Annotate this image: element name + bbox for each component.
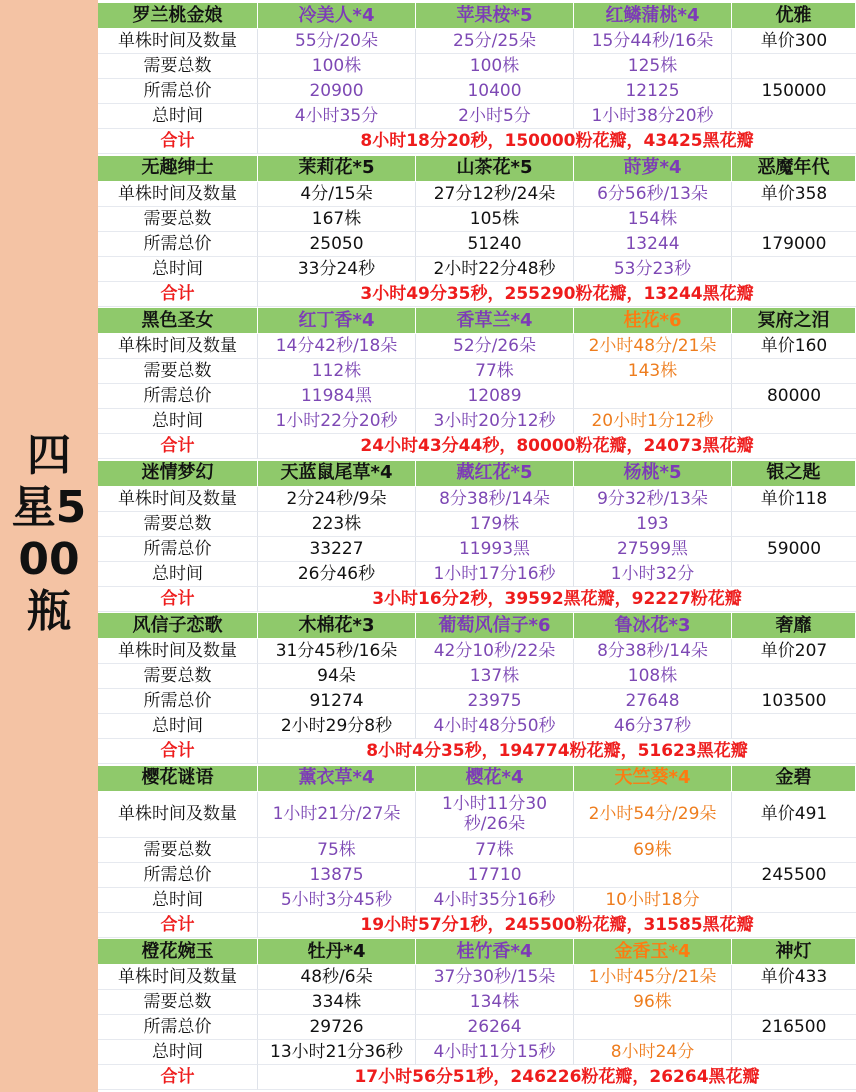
flower-price: 13875 <box>258 863 416 888</box>
reward-total_price: 150000 <box>732 79 856 104</box>
flower-price: 25050 <box>258 232 416 257</box>
flower-count: 193 <box>574 512 732 537</box>
data-row-price <box>98 232 856 257</box>
reward-empty <box>732 257 856 282</box>
row-label: 需要总数 <box>98 664 258 689</box>
row-label: 总时间 <box>98 562 258 587</box>
total-label: 合计 <box>98 739 258 764</box>
row-label: 总时间 <box>98 257 258 282</box>
flower-time_qty: 2分24秒/9朵 <box>258 487 416 512</box>
total-row <box>98 282 856 307</box>
flower-name: 苹果桉*5 <box>416 3 574 29</box>
data-row-time_qty <box>98 639 856 664</box>
reward-empty <box>732 664 856 689</box>
row-label: 需要总数 <box>98 512 258 537</box>
data-row-count <box>98 54 856 79</box>
row-label: 需要总数 <box>98 359 258 384</box>
flower-time_qty: 1小时21分/27朵 <box>258 792 416 838</box>
flower-count: 105株 <box>416 207 574 232</box>
flower-time: 4小时35分16秒 <box>416 888 574 913</box>
flower-count: 77株 <box>416 838 574 863</box>
data-row-price <box>98 384 856 409</box>
outfit-name: 罗兰桃金娘 <box>98 3 258 29</box>
row-label: 单株时间及数量 <box>98 639 258 664</box>
flower-price: 11984黑 <box>258 384 416 409</box>
flower-name: 红丁香*4 <box>258 308 416 334</box>
flower-name: 藏红花*5 <box>416 461 574 487</box>
total-value: 19小时57分1秒，245500粉花瓣，31585黑花瓣 <box>258 913 856 938</box>
flower-time_qty: 1小时45分/21朵 <box>574 965 732 990</box>
outfit-name: 风信子恋歌 <box>98 613 258 639</box>
outfit-name: 橙花婉玉 <box>98 939 258 965</box>
flower-name: 鲁冰花*3 <box>574 613 732 639</box>
row-label: 所需总价 <box>98 863 258 888</box>
total-row <box>98 913 856 938</box>
total-row <box>98 434 856 459</box>
flower-count: 154株 <box>574 207 732 232</box>
flower-time_qty: 25分/25朵 <box>416 29 574 54</box>
flower-time_qty: 52分/26朵 <box>416 334 574 359</box>
total-label: 合计 <box>98 129 258 154</box>
reward-empty <box>732 838 856 863</box>
data-row-time <box>98 1040 856 1065</box>
flower-name: 莳萝*4 <box>574 156 732 182</box>
flower-time: 33分24秒 <box>258 257 416 282</box>
data-row-time_qty <box>98 29 856 54</box>
flower-time: 8小时24分 <box>574 1040 732 1065</box>
section-header-row <box>98 3 856 29</box>
reward-total_price: 179000 <box>732 232 856 257</box>
flower-price: 51240 <box>416 232 574 257</box>
total-value: 24小时43分44秒，80000粉花瓣，24073黑花瓣 <box>258 434 856 459</box>
flower-count: 96株 <box>574 990 732 1015</box>
flower-price: 11993黑 <box>416 537 574 562</box>
flower-name: 桂花*6 <box>574 308 732 334</box>
data-row-count <box>98 664 856 689</box>
data-row-price <box>98 537 856 562</box>
flower-count: 75株 <box>258 838 416 863</box>
flower-count: 69株 <box>574 838 732 863</box>
reward-empty <box>732 990 856 1015</box>
total-row <box>98 739 856 764</box>
reward-unit_price: 单价207 <box>732 639 856 664</box>
data-row-count <box>98 359 856 384</box>
flower-time_qty: 31分45秒/16朵 <box>258 639 416 664</box>
flower-name: 红鳞蒲桃*4 <box>574 3 732 29</box>
flower-time_qty: 27分12秒/24朵 <box>416 182 574 207</box>
reward-total_price: 80000 <box>732 384 856 409</box>
flower-time: 1小时38分20秒 <box>574 104 732 129</box>
reward-total_price: 59000 <box>732 537 856 562</box>
row-label: 总时间 <box>98 714 258 739</box>
flower-price <box>574 1015 732 1040</box>
data-row-count <box>98 512 856 537</box>
total-row <box>98 1065 856 1090</box>
flower-price: 13244 <box>574 232 732 257</box>
flower-price: 26264 <box>416 1015 574 1040</box>
section-3 <box>98 308 856 459</box>
flower-time: 2小时5分 <box>416 104 574 129</box>
data-row-count <box>98 838 856 863</box>
data-row-time_qty <box>98 334 856 359</box>
flower-name: 桂竹香*4 <box>416 939 574 965</box>
data-row-time_qty <box>98 487 856 512</box>
flower-name: 樱花*4 <box>416 766 574 792</box>
row-label: 单株时间及数量 <box>98 792 258 838</box>
side-title: 四 星5 00 瓶 <box>11 430 87 637</box>
flower-time: 2小时29分8秒 <box>258 714 416 739</box>
flower-name: 牡丹*4 <box>258 939 416 965</box>
reward-empty <box>732 104 856 129</box>
flower-time_qty: 2小时54分/29朵 <box>574 792 732 838</box>
flower-time_qty: 8分38秒/14朵 <box>416 487 574 512</box>
total-value: 17小时56分51秒，246226粉花瓣，26264黑花瓣 <box>258 1065 856 1090</box>
reward-unit_price: 单价433 <box>732 965 856 990</box>
row-label: 所需总价 <box>98 79 258 104</box>
row-label: 需要总数 <box>98 207 258 232</box>
flower-time: 10小时18分 <box>574 888 732 913</box>
total-value: 8小时18分20秒，150000粉花瓣，43425黑花瓣 <box>258 129 856 154</box>
reward-unit_price: 单价300 <box>732 29 856 54</box>
flower-name: 天竺葵*4 <box>574 766 732 792</box>
section-header-row <box>98 613 856 639</box>
reward-empty <box>732 888 856 913</box>
flower-price: 23975 <box>416 689 574 714</box>
flower-count: 77株 <box>416 359 574 384</box>
flower-name: 山茶花*5 <box>416 156 574 182</box>
reward-name: 金碧 <box>732 766 856 792</box>
flower-count: 134株 <box>416 990 574 1015</box>
section-5 <box>98 613 856 764</box>
flower-time_qty: 6分56秒/13朵 <box>574 182 732 207</box>
flower-price <box>574 863 732 888</box>
flower-price: 91274 <box>258 689 416 714</box>
total-label: 合计 <box>98 282 258 307</box>
reward-empty <box>732 1040 856 1065</box>
reward-total_price: 216500 <box>732 1015 856 1040</box>
reward-unit_price: 单价118 <box>732 487 856 512</box>
flower-time: 46分37秒 <box>574 714 732 739</box>
outfit-name: 迷情梦幻 <box>98 461 258 487</box>
row-label: 总时间 <box>98 409 258 434</box>
flower-name: 香草兰*4 <box>416 308 574 334</box>
reward-name: 神灯 <box>732 939 856 965</box>
flower-count: 108株 <box>574 664 732 689</box>
total-label: 合计 <box>98 587 258 612</box>
row-label: 单株时间及数量 <box>98 29 258 54</box>
flower-count: 179株 <box>416 512 574 537</box>
data-row-time_qty <box>98 182 856 207</box>
flower-time: 26分46秒 <box>258 562 416 587</box>
flower-price: 33227 <box>258 537 416 562</box>
flower-time: 4小时35分 <box>258 104 416 129</box>
reward-empty <box>732 359 856 384</box>
flower-price: 10400 <box>416 79 574 104</box>
flower-count: 94朵 <box>258 664 416 689</box>
reward-name: 恶魔年代 <box>732 156 856 182</box>
flower-price: 27648 <box>574 689 732 714</box>
flower-time_qty: 8分38秒/14朵 <box>574 639 732 664</box>
flower-price: 27599黑 <box>574 537 732 562</box>
row-label: 总时间 <box>98 104 258 129</box>
flower-price: 20900 <box>258 79 416 104</box>
section-header-row <box>98 461 856 487</box>
flower-price: 12125 <box>574 79 732 104</box>
data-row-price <box>98 863 856 888</box>
reward-name: 银之匙 <box>732 461 856 487</box>
row-label: 所需总价 <box>98 537 258 562</box>
flower-time_qty: 15分44秒/16朵 <box>574 29 732 54</box>
flower-time: 4小时11分15秒 <box>416 1040 574 1065</box>
flower-time_qty: 9分32秒/13朵 <box>574 487 732 512</box>
outfit-name: 樱花谜语 <box>98 766 258 792</box>
flower-time: 1小时32分 <box>574 562 732 587</box>
reward-empty <box>732 54 856 79</box>
row-label: 需要总数 <box>98 990 258 1015</box>
section-header-row <box>98 156 856 182</box>
row-label: 所需总价 <box>98 1015 258 1040</box>
total-value: 3小时16分2秒，39592黑花瓣，92227粉花瓣 <box>258 587 856 612</box>
flower-price: 12089 <box>416 384 574 409</box>
flower-name: 葡萄风信子*6 <box>416 613 574 639</box>
flower-count: 143株 <box>574 359 732 384</box>
flower-price <box>574 384 732 409</box>
flower-name: 茉莉花*5 <box>258 156 416 182</box>
flower-time: 13小时21分36秒 <box>258 1040 416 1065</box>
flower-time: 5小时3分45秒 <box>258 888 416 913</box>
flower-count: 334株 <box>258 990 416 1015</box>
flower-time: 2小时22分48秒 <box>416 257 574 282</box>
flower-time_qty: 48秒/6朵 <box>258 965 416 990</box>
flower-name: 天蓝鼠尾草*4 <box>258 461 416 487</box>
row-label: 需要总数 <box>98 838 258 863</box>
flower-price: 17710 <box>416 863 574 888</box>
total-label: 合计 <box>98 434 258 459</box>
flower-time: 1小时22分20秒 <box>258 409 416 434</box>
flower-count: 167株 <box>258 207 416 232</box>
flower-time_qty: 42分10秒/22朵 <box>416 639 574 664</box>
data-row-price <box>98 79 856 104</box>
total-value: 3小时49分35秒，255290粉花瓣，13244黑花瓣 <box>258 282 856 307</box>
reward-empty <box>732 562 856 587</box>
flower-count: 100株 <box>258 54 416 79</box>
data-row-time <box>98 409 856 434</box>
data-row-time_qty <box>98 965 856 990</box>
reward-name: 优雅 <box>732 3 856 29</box>
reward-empty <box>732 714 856 739</box>
data-row-count <box>98 207 856 232</box>
data-row-time <box>98 562 856 587</box>
flower-name: 薰衣草*4 <box>258 766 416 792</box>
row-label: 单株时间及数量 <box>98 965 258 990</box>
row-label: 单株时间及数量 <box>98 334 258 359</box>
reward-name: 奢靡 <box>732 613 856 639</box>
data-row-time <box>98 888 856 913</box>
flower-time_qty: 1小时11分30秒/26朵 <box>416 792 574 838</box>
flower-time_qty: 4分/15朵 <box>258 182 416 207</box>
flower-count: 112株 <box>258 359 416 384</box>
row-label: 所需总价 <box>98 689 258 714</box>
reward-unit_price: 单价358 <box>732 182 856 207</box>
reward-name: 冥府之泪 <box>732 308 856 334</box>
total-label: 合计 <box>98 913 258 938</box>
data-row-time <box>98 257 856 282</box>
reward-empty <box>732 207 856 232</box>
row-label: 总时间 <box>98 888 258 913</box>
section-header-row <box>98 766 856 792</box>
flower-time: 20小时1分12秒 <box>574 409 732 434</box>
reward-total_price: 103500 <box>732 689 856 714</box>
row-label: 单株时间及数量 <box>98 182 258 207</box>
total-row <box>98 129 856 154</box>
side-panel <box>0 0 98 1092</box>
flower-price: 29726 <box>258 1015 416 1040</box>
flower-time_qty: 14分42秒/18朵 <box>258 334 416 359</box>
total-value: 8小时4分35秒，194774粉花瓣，51623黑花瓣 <box>258 739 856 764</box>
flower-time_qty: 55分/20朵 <box>258 29 416 54</box>
flower-count: 223株 <box>258 512 416 537</box>
recipe-table <box>98 0 856 1092</box>
reward-empty <box>732 409 856 434</box>
flower-name: 杨桃*5 <box>574 461 732 487</box>
flower-time: 4小时48分50秒 <box>416 714 574 739</box>
data-row-time <box>98 714 856 739</box>
flower-count: 125株 <box>574 54 732 79</box>
section-6 <box>98 766 856 938</box>
total-label: 合计 <box>98 1065 258 1090</box>
section-4 <box>98 461 856 612</box>
reward-total_price: 245500 <box>732 863 856 888</box>
flower-name: 冷美人*4 <box>258 3 416 29</box>
row-label: 所需总价 <box>98 232 258 257</box>
reward-unit_price: 单价491 <box>732 792 856 838</box>
section-header-row <box>98 939 856 965</box>
outfit-name: 无趣绅士 <box>98 156 258 182</box>
row-label: 总时间 <box>98 1040 258 1065</box>
flower-name: 金香玉*4 <box>574 939 732 965</box>
section-header-row <box>98 308 856 334</box>
flower-time: 1小时17分16秒 <box>416 562 574 587</box>
section-7 <box>98 939 856 1090</box>
section-2 <box>98 156 856 307</box>
flower-count: 137株 <box>416 664 574 689</box>
row-label: 所需总价 <box>98 384 258 409</box>
row-label: 需要总数 <box>98 54 258 79</box>
outfit-name: 黑色圣女 <box>98 308 258 334</box>
data-row-time <box>98 104 856 129</box>
data-row-count <box>98 990 856 1015</box>
flower-time: 53分23秒 <box>574 257 732 282</box>
total-row <box>98 587 856 612</box>
flower-time_qty: 2小时48分/21朵 <box>574 334 732 359</box>
row-label: 单株时间及数量 <box>98 487 258 512</box>
data-row-time_qty <box>98 792 856 838</box>
reward-unit_price: 单价160 <box>732 334 856 359</box>
flower-time: 3小时20分12秒 <box>416 409 574 434</box>
section-1 <box>98 3 856 154</box>
flower-count: 100株 <box>416 54 574 79</box>
reward-empty <box>732 512 856 537</box>
data-row-price <box>98 689 856 714</box>
flower-name: 木棉花*3 <box>258 613 416 639</box>
flower-time_qty: 37分30秒/15朵 <box>416 965 574 990</box>
data-row-price <box>98 1015 856 1040</box>
